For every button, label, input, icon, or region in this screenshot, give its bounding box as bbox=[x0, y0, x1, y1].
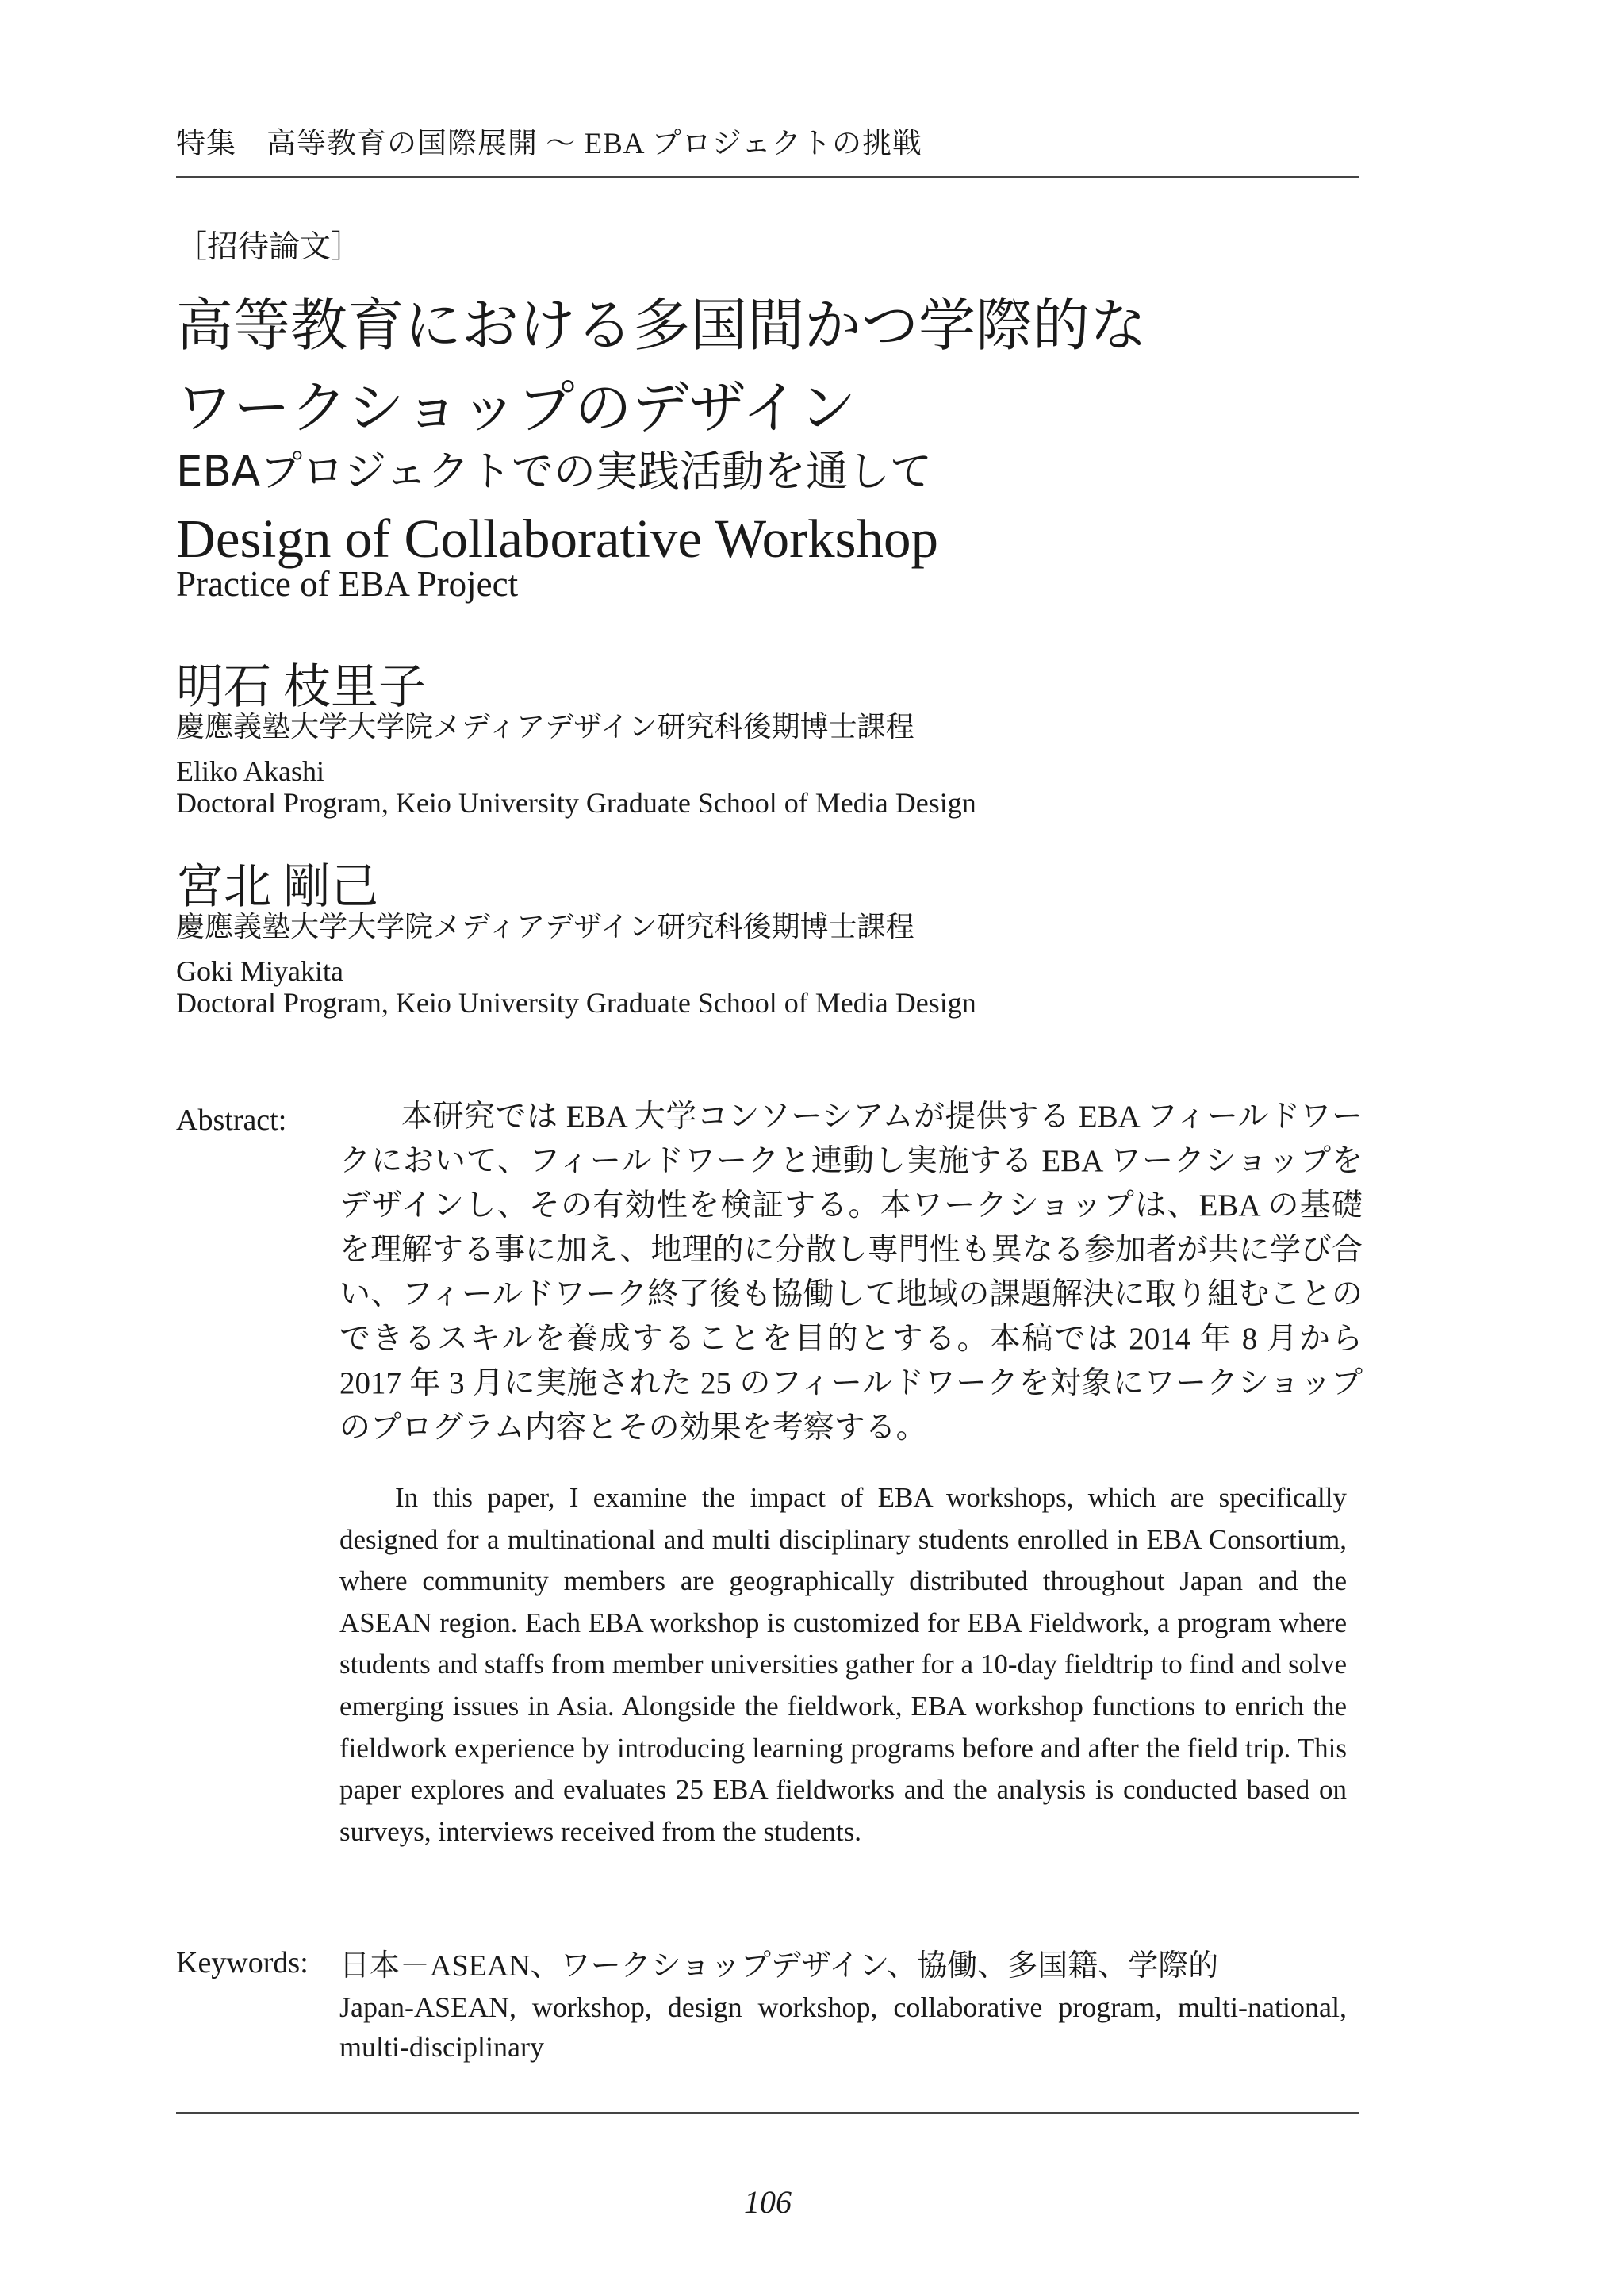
abstract-label: Abstract: bbox=[176, 1104, 287, 1137]
author-1-name-en: Eliko Akashi bbox=[176, 755, 324, 787]
subtitle-ja: EBAプロジェクトでの実践活動を通して bbox=[176, 447, 933, 496]
author-2-affiliation-en: Doctoral Program, Keio University Graduate School of Media Design bbox=[176, 987, 976, 1019]
subtitle-en: Practice of EBA Project bbox=[176, 564, 519, 604]
author-2-name-en: Goki Miyakita bbox=[176, 955, 343, 987]
abstract-text-en: In this paper, I examine the impact of EBA workshops, which are specifically designed for a multinational and multi disciplinary students enrolled in EBA Consortium, where community members are geographically distributed throughout Japan and the ASEAN region. Each EBA workshop is customized for EBA Fieldwork, a program where students and staffs from member universities gather for a 10-day fieldtrip to find and solve emerging issues in Asia. Alongside the fieldwork, EBA workshop functions to enrich the fieldwork experience by introducing learning programs before and after the field trip. This paper explores and evaluates 25 EBA fieldworks and the analysis is conducted based on surveys, interviews received from the students. bbox=[339, 1482, 1347, 1847]
header-rule bbox=[176, 176, 1359, 178]
running-header: 特集 高等教育の国際展開 〜 EBA プロジェクトの挑戦 bbox=[176, 128, 922, 160]
abstract-text-ja: 本研究では EBA 大学コンソーシアムが提供する EBA フィールドワークにおいて、フィールドワークと連動し実施する EBA ワークショップをデザインし、その有効性を検証する。本ワークショップは、EBA の基礎を理解する事に加え、地理的に分散し専門性も異なる参加者が共に学び合い、フィールドワーク終了後も協働して地域の課題解決に取り組むことのできるスキルを養成することを目的とする。本稿では 2014 年 8 月から 2017 年 3 月に実施された 25 のフィールドワークを対象にワークショップのプログラム内容とその効果を考察する。 bbox=[339, 1100, 1363, 1445]
author-1-affiliation-en: Doctoral Program, Keio University Graduate School of Media Design bbox=[176, 787, 976, 819]
footer-rule bbox=[176, 2112, 1359, 2114]
author-2-name-ja: 宮北 剛己 bbox=[176, 861, 378, 913]
author-1-affiliation-ja: 慶應義塾大学大学院メディアデザイン研究科後期博士課程 bbox=[176, 711, 914, 743]
title-ja-line-2: ワークショップのデザイン bbox=[176, 374, 857, 441]
author-1-name-ja: 明石 枝里子 bbox=[176, 661, 426, 713]
keywords-en: Japan-ASEAN, workshop, design workshop, collaborative program, multi-national, multi-disciplinary bbox=[339, 1991, 1347, 2063]
page-number: 106 bbox=[744, 2184, 792, 2220]
article-type-label: ［招待論文］ bbox=[176, 230, 362, 264]
keywords-label: Keywords: bbox=[176, 1946, 309, 1979]
author-2-affiliation-ja: 慶應義塾大学大学院メディアデザイン研究科後期博士課程 bbox=[176, 911, 914, 943]
title-en: Design of Collaborative Workshop bbox=[176, 509, 938, 569]
keywords-ja: 日本－ASEAN、ワークショップデザイン、協働、多国籍、学際的 bbox=[339, 1949, 1219, 1983]
title-ja-line-1: 高等教育における多国間かつ学際的な bbox=[176, 292, 1148, 359]
